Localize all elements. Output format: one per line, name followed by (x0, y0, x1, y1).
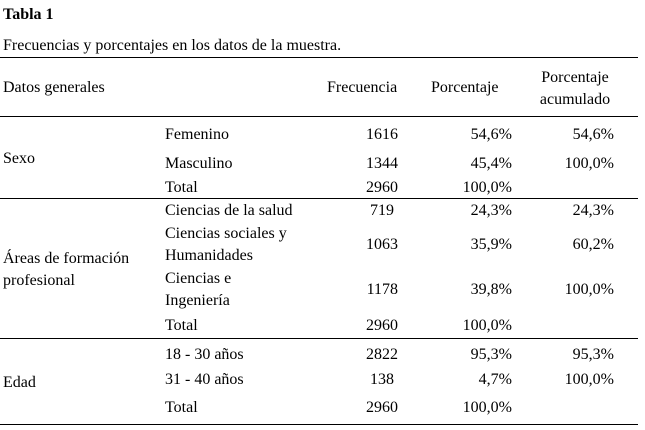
percent-ingenieria: 39,8% (470, 281, 512, 298)
header-frequency: Frecuencia (327, 79, 398, 96)
rule-bottom (0, 424, 638, 425)
category-sociales-line2: Humanidades (165, 247, 253, 264)
category-masculino: Masculino (165, 155, 233, 172)
rule-top (0, 57, 638, 58)
cumulative-sociales: 60,2% (572, 236, 614, 253)
frequency-total-sexo: 2960 (366, 179, 398, 196)
category-ingenieria-line2: Ingeniería (165, 292, 230, 309)
header-percent: Porcentaje (431, 79, 499, 96)
category-total-areas: Total (165, 317, 198, 334)
percent-18-30: 95,3% (470, 346, 512, 363)
category-femenino: Femenino (165, 126, 229, 143)
frequency-sociales: 1063 (366, 236, 398, 253)
table-caption: Frecuencias y porcentajes en los datos de la muestra. (3, 37, 342, 54)
category-salud: Ciencias de la salud (165, 202, 293, 219)
frequency-total-areas: 2960 (366, 317, 398, 334)
header-general: Datos generales (3, 79, 105, 96)
table-number: Tabla 1 (3, 6, 54, 23)
cumulative-ingenieria: 100,0% (564, 281, 614, 298)
category-ingenieria-line1: Ciencias e (165, 270, 232, 287)
group-label-areas-line1: Áreas de formación (3, 250, 130, 267)
percent-salud: 24,3% (470, 202, 512, 219)
category-sociales-line1: Ciencias sociales y (165, 225, 287, 242)
percent-femenino: 54,6% (470, 126, 512, 143)
cumulative-femenino: 54,6% (572, 126, 614, 143)
cumulative-31-40: 100,0% (564, 371, 614, 388)
group-label-sexo: Sexo (3, 150, 35, 167)
header-cumulative-line1: Porcentaje (541, 69, 609, 86)
group-label-areas-line2: profesional (3, 272, 75, 289)
percent-total-sexo: 100,0% (462, 179, 512, 196)
header-cumulative-line2: acumulado (539, 91, 611, 108)
frequency-salud: 719 (370, 202, 394, 219)
frequency-ingenieria: 1178 (366, 281, 398, 298)
frequency-18-30: 2822 (366, 346, 398, 363)
rule-header-bottom (0, 116, 638, 117)
percent-masculino: 45,4% (470, 155, 512, 172)
rule-group-sexo (0, 198, 638, 199)
category-18-30: 18 - 30 años (165, 346, 244, 363)
category-total-sexo: Total (165, 179, 198, 196)
group-label-edad: Edad (3, 374, 36, 391)
cumulative-salud: 24,3% (572, 202, 614, 219)
frequency-31-40: 138 (370, 371, 394, 388)
percent-total-areas: 100,0% (462, 317, 512, 334)
rule-group-areas (0, 338, 638, 339)
cumulative-masculino: 100,0% (564, 155, 614, 172)
category-31-40: 31 - 40 años (165, 371, 244, 388)
percent-sociales: 35,9% (470, 236, 512, 253)
category-total-edad: Total (165, 399, 198, 416)
frequency-femenino: 1616 (366, 126, 398, 143)
percent-total-edad: 100,0% (462, 399, 512, 416)
frequency-total-edad: 2960 (366, 399, 398, 416)
cumulative-18-30: 95,3% (572, 346, 614, 363)
percent-31-40: 4,7% (478, 371, 512, 388)
frequency-masculino: 1344 (366, 155, 398, 172)
